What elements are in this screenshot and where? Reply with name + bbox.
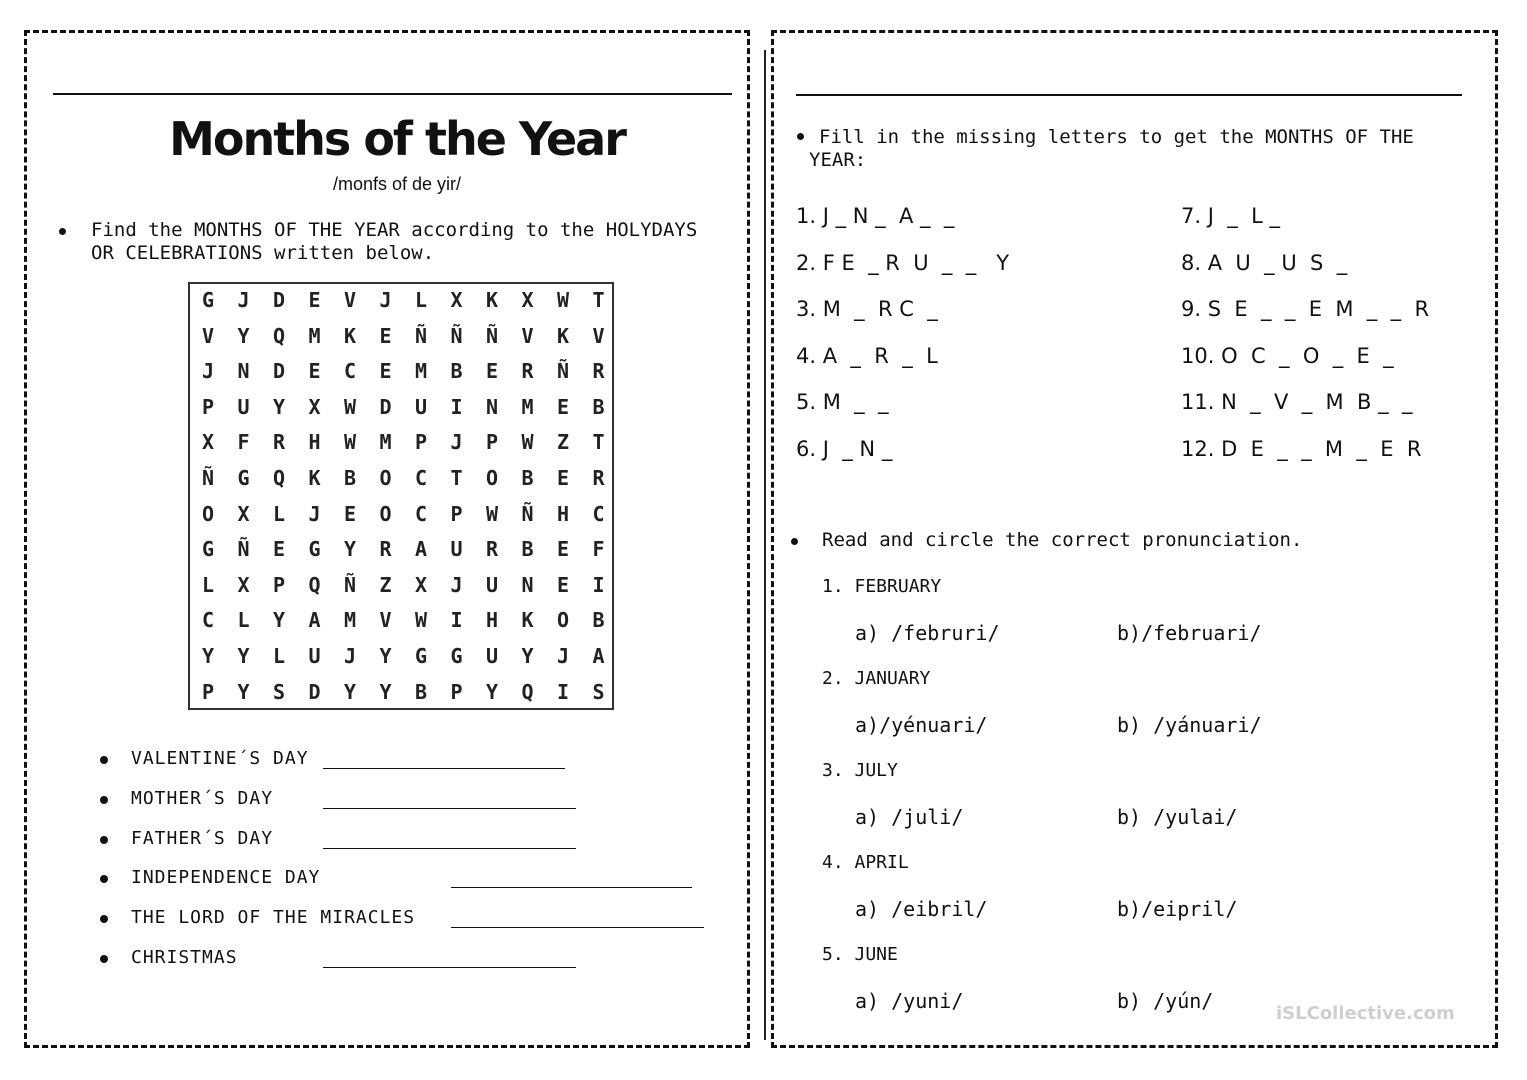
grid-letter: E xyxy=(308,288,321,312)
bullet xyxy=(100,836,108,844)
grid-letter: M xyxy=(521,394,534,419)
grid-letter: N xyxy=(237,359,250,384)
grid-letter: B xyxy=(450,359,463,384)
pronunciation-question: 5. JUNE xyxy=(822,944,898,965)
grid-letter: L xyxy=(272,501,286,526)
pronunciation-question: 1. FEBRUARY xyxy=(822,576,942,597)
grid-letter: V xyxy=(201,323,215,348)
grid-letter: W xyxy=(556,288,570,312)
bullet xyxy=(100,796,108,804)
grid-letter: O xyxy=(379,501,392,526)
grid-letter: Ñ xyxy=(521,501,534,526)
pronunciation-question: 2. JANUARY xyxy=(822,668,931,689)
grid-letter: I xyxy=(450,608,463,633)
grid-letter: M xyxy=(343,608,357,633)
missing-letters-item: 5. M _ _ xyxy=(796,390,889,414)
grid-letter: G xyxy=(450,644,463,668)
grid-letter: Ñ xyxy=(201,466,215,490)
bullet xyxy=(59,228,66,235)
pronunciation-option-b[interactable]: b) /yún/ xyxy=(1117,989,1214,1013)
grid-letter: Y xyxy=(237,644,250,668)
grid-letter: K xyxy=(485,288,499,312)
answer-line[interactable] xyxy=(451,887,692,888)
pronunciation-option-b[interactable]: b)/eipril/ xyxy=(1117,897,1238,921)
grid-letter: U xyxy=(450,537,463,562)
pronunciation-option-a[interactable]: a) /februri/ xyxy=(855,621,1000,645)
missing-letters-item: 7. J _ L _ xyxy=(1181,204,1280,228)
pronunciation-option-b[interactable]: b)/februari/ xyxy=(1117,621,1262,645)
grid-letter: A xyxy=(592,644,605,668)
grid-letter: O xyxy=(485,466,499,490)
missing-letters-item: 3. M _ R C _ xyxy=(796,297,938,321)
grid-letter: G xyxy=(237,466,250,490)
grid-letter: C xyxy=(201,608,215,633)
grid-letter: U xyxy=(308,644,321,668)
bullet xyxy=(100,756,108,764)
missing-letters-item: 11. N _ V _ M B _ _ xyxy=(1181,390,1413,414)
missing-letters-item: 1. J _ N _ A _ _ xyxy=(796,204,955,228)
grid-letter: I xyxy=(556,679,570,704)
grid-letter: R xyxy=(592,466,605,490)
grid-letter: P xyxy=(272,572,286,597)
grid-letter: E xyxy=(556,466,570,490)
grid-letter: Q xyxy=(272,466,286,490)
missing-letters-item: 4. A _ R _ L xyxy=(796,343,938,368)
grid-letter: A xyxy=(414,537,428,562)
grid-letter: J xyxy=(379,288,392,312)
grid-letter: E xyxy=(556,537,570,562)
grid-letter: H xyxy=(308,430,321,455)
grid-letter: Q xyxy=(272,323,286,348)
grid-letter: P xyxy=(201,679,215,704)
grid-letter: P xyxy=(485,430,499,455)
grid-letter: R xyxy=(592,359,605,384)
grid-letter: J xyxy=(450,430,463,455)
grid-letter: J xyxy=(556,644,570,668)
grid-letter: D xyxy=(272,288,286,312)
grid-letter: W xyxy=(343,430,357,455)
grid-letter: X xyxy=(237,572,250,597)
missing-letters-item: 8. A U _ U S _ xyxy=(1181,250,1348,275)
grid-letter: L xyxy=(201,572,215,597)
grid-letter: L xyxy=(272,644,286,668)
grid-letter: T xyxy=(592,430,605,455)
grid-letter: Y xyxy=(237,323,250,348)
grid-letter: R xyxy=(272,430,286,455)
grid-letter: C xyxy=(592,501,605,526)
page-title: Months of the Year xyxy=(169,112,625,166)
grid-letter: W xyxy=(485,501,499,526)
title-pronunciation: /monfs of de yir/ xyxy=(332,174,462,194)
grid-letter: Y xyxy=(343,537,357,562)
grid-letter: J xyxy=(450,572,463,597)
grid-letter: Q xyxy=(521,679,534,704)
grid-letter: E xyxy=(556,572,570,597)
pronunciation-option-a[interactable]: a) /juli/ xyxy=(855,805,964,829)
grid-letter: R xyxy=(379,537,392,562)
grid-letter: J xyxy=(237,288,250,312)
grid-letter: C xyxy=(343,359,357,384)
grid-letter: E xyxy=(485,359,499,384)
grid-letter: S xyxy=(272,679,286,704)
bullet xyxy=(791,538,798,545)
grid-letter: W xyxy=(414,608,428,633)
holiday-label: FATHER´S DAY xyxy=(131,827,274,849)
grid-letter: U xyxy=(485,572,499,597)
pronunciation-option-a[interactable]: a) /yuni/ xyxy=(855,989,964,1013)
grid-letter: Z xyxy=(556,430,570,455)
grid-letter: L xyxy=(414,288,428,312)
grid-letter: V xyxy=(592,323,605,348)
grid-letter: Ñ xyxy=(343,572,357,597)
grid-letter: D xyxy=(379,394,392,419)
grid-letter: M xyxy=(379,430,392,455)
answer-line[interactable] xyxy=(323,848,576,849)
grid-letter: O xyxy=(379,466,392,490)
grid-letter: E xyxy=(272,537,286,562)
grid-letter: Y xyxy=(272,608,286,633)
grid-letter: C xyxy=(414,466,428,490)
grid-letter: L xyxy=(237,608,250,633)
grid-letter: Y xyxy=(379,679,392,704)
grid-letter: Ñ xyxy=(414,323,428,348)
grid-letter: T xyxy=(592,288,605,312)
right-name-line xyxy=(796,94,1462,96)
grid-letter: V xyxy=(343,288,357,312)
grid-letter: Ñ xyxy=(237,537,250,562)
grid-letter: E xyxy=(343,501,357,526)
grid-letter: S xyxy=(592,679,605,704)
pronunciation-option-a[interactable]: a)/yénuari/ xyxy=(855,713,988,737)
center-divider xyxy=(764,50,766,1040)
grid-letter: M xyxy=(414,359,428,384)
grid-letter: B xyxy=(414,679,428,704)
holiday-label: THE LORD OF THE MIRACLES xyxy=(131,907,416,929)
grid-letter: N xyxy=(485,394,499,419)
grid-letter: Y xyxy=(237,679,250,704)
grid-letter: K xyxy=(343,323,357,348)
holiday-label: INDEPENDENCE DAY xyxy=(131,867,321,889)
grid-letter: K xyxy=(521,608,534,633)
left-name-line xyxy=(53,93,732,95)
grid-letter: U xyxy=(485,644,499,668)
grid-letter: V xyxy=(379,608,392,633)
answer-line[interactable] xyxy=(323,768,565,769)
grid-letter: P xyxy=(414,430,428,455)
grid-letter: C xyxy=(414,501,428,526)
grid-letter: P xyxy=(201,394,215,419)
answer-line[interactable] xyxy=(323,967,576,968)
grid-letter: W xyxy=(521,430,534,455)
grid-letter: H xyxy=(485,608,499,633)
grid-letter: U xyxy=(414,394,428,419)
grid-letter: O xyxy=(556,608,570,633)
grid-letter: X xyxy=(308,394,321,419)
pronunciation-question: 3. JULY xyxy=(822,760,898,781)
grid-letter: P xyxy=(450,501,463,526)
right-instruction-line1: Fill in the missing letters to get the MONTHS OF THE xyxy=(819,126,1414,148)
grid-letter: Y xyxy=(343,679,357,704)
grid-letter: Ñ xyxy=(485,323,499,348)
grid-letter: Y xyxy=(485,679,499,704)
missing-letters-item: 2. F E _ R U _ _ Y xyxy=(796,250,1010,275)
pronunciation-question: 4. APRIL xyxy=(822,852,909,873)
grid-letter: G xyxy=(201,537,215,562)
grid-letter: I xyxy=(592,572,605,597)
bullet xyxy=(797,133,804,140)
grid-letter: E xyxy=(556,394,570,419)
grid-letter: A xyxy=(308,608,321,633)
grid-letter: Ñ xyxy=(450,323,463,348)
grid-letter: Q xyxy=(308,572,321,597)
grid-letter: X xyxy=(450,288,463,312)
grid-letter: B xyxy=(592,608,605,633)
grid-letter: G xyxy=(308,537,321,562)
left-instruction-line2: OR CELEBRATIONS written below. xyxy=(91,242,435,264)
missing-letters-item: 6. J _ N _ xyxy=(796,436,893,461)
holiday-label: MOTHER´S DAY xyxy=(131,787,274,809)
grid-letter: I xyxy=(450,394,463,419)
grid-letter: R xyxy=(521,359,534,384)
grid-letter: K xyxy=(308,466,321,490)
pronunciation-option-b[interactable]: b) /yulai/ xyxy=(1117,805,1238,829)
grid-letter: Y xyxy=(379,644,392,668)
left-instruction-line1: Find the MONTHS OF THE YEAR according to the HOLYDAYS xyxy=(91,219,698,241)
grid-letter: V xyxy=(521,323,534,348)
answer-line[interactable] xyxy=(451,927,704,928)
grid-letter: Y xyxy=(521,644,534,668)
grid-letter: X xyxy=(201,430,215,455)
right-instruction-line2: YEAR: xyxy=(809,149,867,171)
grid-letter: K xyxy=(556,323,570,348)
grid-letter: B xyxy=(592,394,605,419)
missing-letters-item: 12. D E _ _ M _ E R xyxy=(1181,436,1422,461)
grid-letter: W xyxy=(343,394,357,419)
grid-letter: E xyxy=(379,359,392,384)
grid-letter: H xyxy=(556,501,570,526)
grid-letter: J xyxy=(308,501,321,526)
holiday-label: VALENTINE´S DAY xyxy=(131,748,309,769)
holiday-label: CHRISTMAS xyxy=(131,947,238,968)
grid-letter: X xyxy=(414,572,428,597)
grid-letter: P xyxy=(450,679,463,704)
grid-letter: X xyxy=(521,288,534,312)
grid-letter: Z xyxy=(379,572,392,597)
grid-letter: U xyxy=(237,394,250,419)
grid-letter: N xyxy=(521,572,534,597)
grid-letter: J xyxy=(343,644,357,668)
grid-letter: B xyxy=(521,537,534,562)
watermark-logo: iSLCollective.com xyxy=(1276,1003,1455,1024)
grid-letter: G xyxy=(201,288,215,312)
answer-line[interactable] xyxy=(323,808,576,809)
pronunciation-option-a[interactable]: a) /eibril/ xyxy=(855,897,988,921)
grid-letter: O xyxy=(201,501,215,526)
pronunciation-option-b[interactable]: b) /yánuari/ xyxy=(1117,713,1262,737)
grid-letter: R xyxy=(485,537,499,562)
grid-letter: T xyxy=(450,466,463,490)
grid-letter: J xyxy=(201,359,215,384)
grid-letter: X xyxy=(237,501,250,526)
grid-letter: D xyxy=(308,679,321,704)
grid-letter: G xyxy=(414,644,428,668)
word-search-grid xyxy=(188,282,614,710)
missing-letters-item: 9. S E _ _ E M _ _ R xyxy=(1181,297,1430,321)
pronunciation-instruction: Read and circle the correct pronunciation. xyxy=(822,529,1303,551)
grid-letter: B xyxy=(521,466,534,490)
grid-letter: D xyxy=(272,359,286,384)
grid-letter: Ñ xyxy=(556,359,570,384)
grid-letter: F xyxy=(237,430,250,455)
grid-letter: B xyxy=(343,466,357,490)
grid-letter: Y xyxy=(272,394,286,419)
grid-letter: Y xyxy=(201,644,215,668)
grid-letter: M xyxy=(308,323,321,348)
grid-letter: E xyxy=(308,359,321,384)
grid-letter: F xyxy=(592,537,605,562)
bullet xyxy=(100,955,108,963)
missing-letters-item: 10. O C _ O _ E _ xyxy=(1181,343,1394,368)
grid-letter: E xyxy=(379,323,392,348)
